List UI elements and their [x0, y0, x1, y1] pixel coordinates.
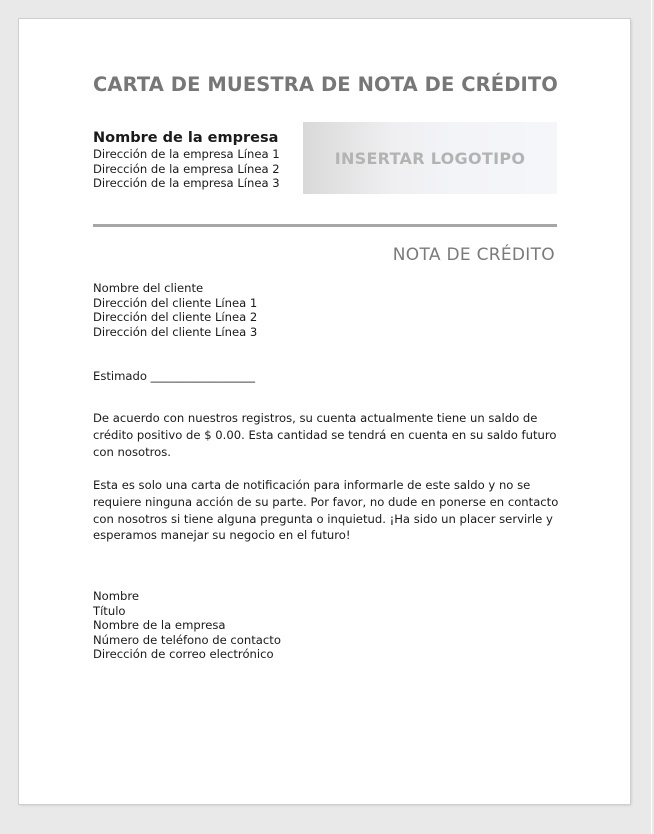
client-address-line-1: Dirección del cliente Línea 1: [93, 295, 258, 310]
body-paragraph-2: Esta es solo una carta de notificación para informarle de este saldo y no se requiere ninguna acción de su parte. Por favor, no dude en ponerse en contacto con nosotros si tiene alguna pregunta o inquietud. ¡Ha sido un placer servirle y esperamos manejar su negocio en el futuro!: [93, 478, 559, 543]
client-address-line-2: Dirección del cliente Línea 2: [93, 310, 258, 325]
logo-placeholder-text: INSERTAR LOGOTIPO: [334, 148, 526, 168]
logo-placeholder: [303, 122, 557, 194]
body-paragraph-1: De acuerdo con nuestros registros, su cuenta actualmente tiene un saldo de crédito positivo de $ 0.00. Esta cantidad se tendrá en cuenta en su saldo futuro con nosotros.: [93, 411, 557, 459]
document-page: [19, 19, 630, 804]
company-address-line-1: Dirección de la empresa Línea 1: [93, 147, 280, 161]
client-name: Nombre del cliente: [93, 281, 204, 295]
document-title: CARTA DE MUESTRA DE NOTA DE CRÉDITO: [93, 73, 558, 96]
company-info: [93, 129, 280, 191]
credit-note-heading: NOTA DE CRÉDITO: [392, 245, 555, 265]
window-edge: [651, 0, 652, 834]
signature-block: [93, 589, 281, 662]
client-address-line-3: Dirección del cliente Línea 3: [93, 324, 258, 339]
signature-title: Título: [93, 603, 126, 618]
company-address-line-3: Dirección de la empresa Línea 3: [93, 176, 280, 191]
signature-company: Nombre de la empresa: [93, 618, 226, 633]
signature-name: Nombre: [93, 589, 140, 603]
company-name: Nombre de la empresa: [93, 130, 279, 146]
company-address-line-2: Dirección de la empresa Línea 2: [93, 161, 280, 176]
signature-phone: Número de teléfono de contacto: [93, 632, 281, 647]
client-info: [93, 281, 257, 339]
salutation: Estimado __________________: [93, 369, 256, 383]
header-divider: [93, 224, 557, 227]
signature-email: Dirección de correo electrónico: [93, 647, 274, 662]
